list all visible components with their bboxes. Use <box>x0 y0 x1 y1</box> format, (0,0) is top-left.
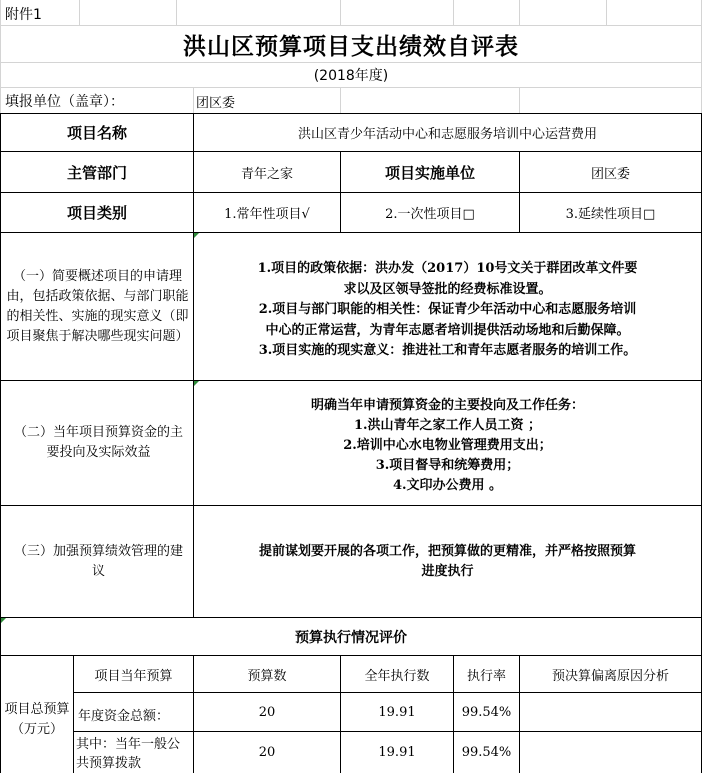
section-1-line: 1.项目的政策依据：洪办发（2017）10号文关于群团改革文件要 <box>257 261 638 276</box>
column-header-budget: 预算数 <box>247 668 287 684</box>
project-name-label: 项目名称 <box>66 124 127 142</box>
section-1-content <box>194 233 701 380</box>
section-3-line: 提前谋划要开展的各项工作，把预算做的更精准，并严格按照预算 <box>258 544 636 559</box>
row-1-reason <box>520 693 701 731</box>
row-1-executed: 19.91 <box>378 704 416 720</box>
section-1-line: 3.项目实施的现实意义：推进社工和青年志愿者服务的培训工作。 <box>258 343 637 358</box>
section-2-line: 明确当年申请预算资金的主要投向及工作任务： <box>310 398 584 413</box>
implementing-unit-label: 项目实施单位 <box>384 163 475 182</box>
column-header-executed: 全年执行数 <box>364 668 430 684</box>
project-type-label: 项目类别 <box>66 204 127 222</box>
row-2-reason <box>520 732 701 773</box>
attachment-label: 附件1 <box>5 7 42 23</box>
row-2-executed: 19.91 <box>378 745 416 760</box>
project-type-option-continuing: 3.延续性项目□ <box>565 207 656 222</box>
page-title: 洪山区预算项目支出绩效自评表 <box>183 33 519 60</box>
row-2-item: 其中：当年一般公共预算拨款 <box>76 737 181 771</box>
project-type-option-recurring: 1.常年性项目√ <box>224 207 310 222</box>
section-2-label: （二）当年项目预算资金的主要投向及实际效益 <box>13 425 183 460</box>
section-2-line: 3.项目督导和统筹费用； <box>375 458 520 473</box>
row-1-item: 年度资金总额： <box>78 709 170 724</box>
section-1-line: 求以及区领导签批的经费标准设置。 <box>343 281 552 297</box>
section-2-line: 2.培训中心水电物业管理费用支出； <box>343 438 552 453</box>
section-3-label: （三）加强预算绩效管理的建议 <box>13 543 183 579</box>
section-3-content <box>194 506 701 617</box>
section-3-line: 进度执行 <box>421 564 474 579</box>
project-type-option-one-time: 2.一次性项目□ <box>385 207 475 222</box>
row-2-budget: 20 <box>258 745 276 760</box>
section-2-line: 4.文印办公费用 。 <box>392 478 503 493</box>
section-1-line: 2.项目与部门职能的相关性：保证青少年活动中心和志愿服务培训 <box>258 302 637 317</box>
column-header-item: 项目当年预算 <box>94 668 173 684</box>
total-budget-label: 项目总预算（万元） <box>4 701 70 737</box>
section-1-line: 中心的正常运营，为青年志愿者培训提供活动场地和后勤保障。 <box>265 322 630 338</box>
row-1-budget: 20 <box>258 704 276 720</box>
project-name-value: 洪山区青少年活动中心和志愿服务培训中心运营费用 <box>297 127 597 142</box>
section-2-content <box>194 381 701 505</box>
department-label: 主管部门 <box>66 163 127 182</box>
row-2-rate: 99.54% <box>461 745 512 760</box>
row-1-rate: 99.54% <box>461 704 512 720</box>
section-2-line: 1.洪山青年之家工作人员工资 ； <box>353 418 542 433</box>
fiscal-year: (2018年度) <box>313 68 389 84</box>
reporting-unit-value: 团区委 <box>196 96 236 111</box>
implementing-unit-value: 团区委 <box>590 166 630 182</box>
column-header-reason: 预决算偏离原因分析 <box>551 668 669 684</box>
execution-heading: 预算执行情况评价 <box>295 629 407 646</box>
department-value: 青年之家 <box>240 166 293 182</box>
column-header-rate: 执行率 <box>466 668 506 684</box>
reporting-unit-label: 填报单位（盖章）： <box>5 94 124 110</box>
section-1-label: （一）简要概述项目的申请理由，包括政策依据、与部门职能的相关性、实施的现实意义（即项目聚焦于解决哪些现实问题） <box>6 268 189 344</box>
